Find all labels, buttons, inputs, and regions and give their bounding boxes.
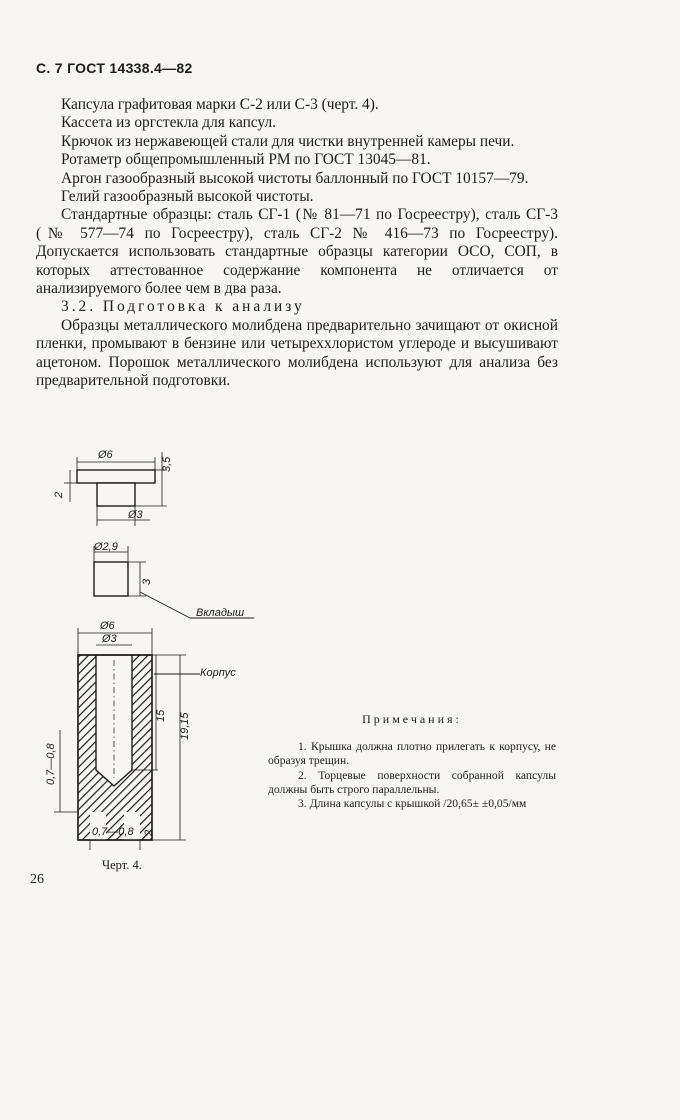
body-height-label: 19,15	[179, 712, 191, 740]
drawing-notes	[268, 712, 556, 811]
cap-top-dia-label: Ø6	[98, 449, 113, 461]
insert	[94, 562, 128, 596]
insert-label: Вкладыш	[196, 607, 245, 619]
capsule-drawing	[40, 440, 280, 860]
insert-height-label: 3	[141, 578, 153, 585]
body-section	[78, 655, 152, 840]
body-label: Корпус	[200, 667, 236, 679]
section-heading: 3.2. Подготовка к анализу	[61, 298, 305, 316]
body-text	[36, 96, 558, 391]
paragraph: Стандартные образцы: сталь СГ-1 (№ 81—71 по Госреестру), сталь СГ-3 (№ 577—74 по Госреестру), сталь СГ-2 № 416—73 по Госреестру). Допускается использовать стандартные образцы категории ОСО, СОП, в которых аттестованное содержание компонента не отличается от анализируемого более чем в два раза.	[36, 206, 558, 298]
notes-title: Примечания:	[362, 712, 462, 726]
note-item: 1. Крышка должна плотно прилегать к корпусу, не образуя трещин.	[268, 740, 556, 768]
paragraph: Ротаметр общепромышленный РМ по ГОСТ 13045—81.	[61, 151, 431, 169]
bottom-step-label: 2	[143, 829, 155, 836]
cap-bottom-dia-label: Ø3	[128, 509, 143, 521]
note-item: 3. Длина капсулы с крышкой /20,65± ±0,05/мм	[298, 797, 527, 811]
paragraph: Образцы металлического молибдена предварительно зачищают от окисной пленки, промывают в бензине или четыреххлористом углероде и высушивают ацетоном. Порошок металлического молибдена используют для анализа без предварительной подготовки.	[36, 316, 558, 390]
body-inner-dia-label: Ø3	[102, 633, 117, 645]
page-header: С. 7 ГОСТ 14338.4—82	[36, 60, 193, 76]
cap-top	[77, 470, 155, 483]
paragraph: Крючок из нержавеющей стали для чистки внутренней камеры печи.	[61, 132, 515, 150]
cap-height-label: 3,5	[161, 456, 173, 472]
bottom-thickness-label: 0,7—0,8	[92, 826, 134, 838]
wall-thickness-label: 0,7—0,8	[45, 743, 57, 785]
bore-depth-label: 15	[155, 709, 167, 722]
page-number: 26	[30, 872, 44, 887]
body-outer-dia-label: Ø6	[100, 620, 115, 632]
note-item: 2. Торцевые поверхности собранной капсулы должны быть строго параллельны.	[268, 768, 556, 796]
paragraph: Гелий газообразный высокой чистоты.	[61, 188, 314, 206]
insert-dia-label: Ø2,9	[94, 541, 118, 553]
cap-step-label: 2	[53, 491, 65, 498]
figure-caption: Черт. 4.	[102, 858, 142, 872]
paragraph: Аргон газообразный высокой чистоты баллонный по ГОСТ 10157—79.	[61, 169, 529, 187]
paragraph: Капсула графитовая марки С-2 или С-3 (черт. 4).	[61, 96, 379, 113]
paragraph: Кассета из оргстекла для капсул.	[61, 114, 276, 132]
cap-stem	[97, 483, 135, 506]
